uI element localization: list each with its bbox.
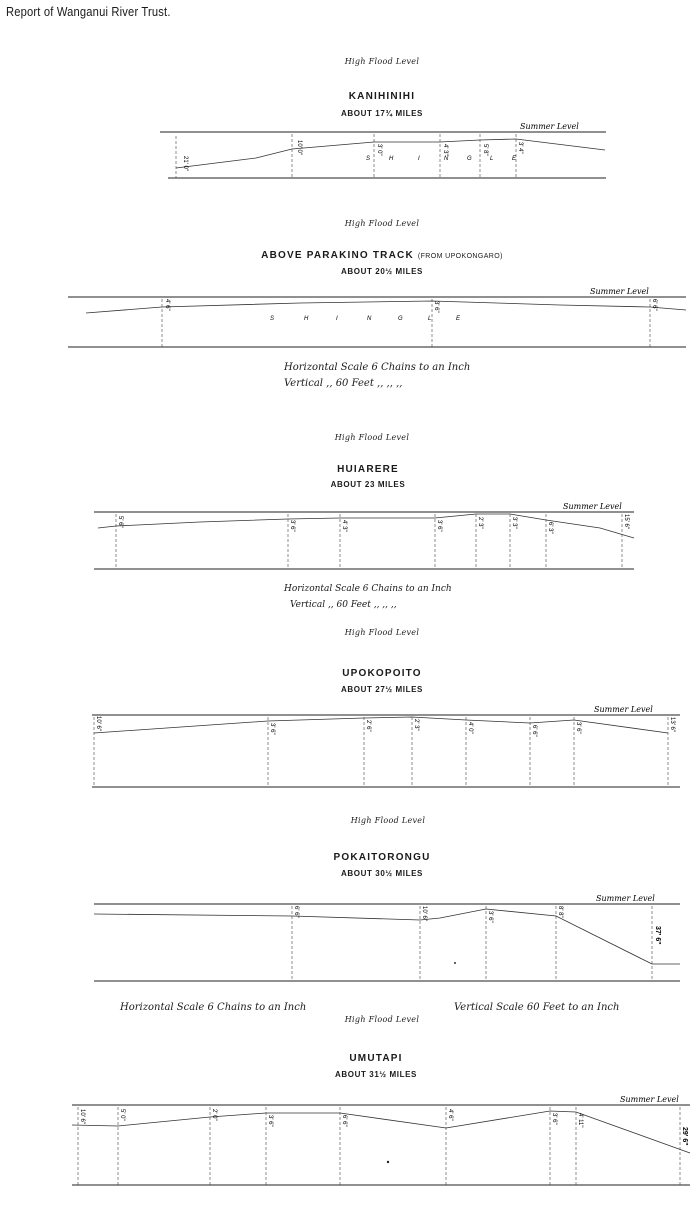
depth-label: 3' 6" (267, 1115, 273, 1127)
depth-label: 3' 3" (511, 517, 517, 529)
depth-label: 6' 6" (341, 1115, 347, 1127)
section-name-sub: (FROM UPOKONGARO) (417, 253, 503, 260)
summer-level-label: Summer Level (620, 1095, 679, 1104)
high-flood-level-label: High Flood Level (344, 57, 420, 66)
summer-level-label: Summer Level (596, 894, 655, 903)
depth-label: 5' 0" (119, 1109, 125, 1121)
shingle-letter: S (366, 156, 371, 162)
summer-level-label: Summer Level (590, 287, 649, 296)
depth-label: 4' 0" (467, 722, 473, 734)
depth-label: 5' 8" (482, 144, 488, 156)
scale-note-vertical: Vertical ,, 60 Feet ,, ,, ,, (290, 600, 397, 610)
section-name-text: UMUTAPI (349, 1053, 403, 1064)
depth-label: 13' 6" (669, 717, 675, 732)
section-name (168, 464, 568, 475)
depth-label: 4' 11" (577, 1113, 583, 1128)
depth-label: 6' 6" (531, 725, 537, 737)
section-distance: ABOUT 27½ MILES (341, 685, 423, 694)
scale-note-horizontal: Horizontal Scale 6 Chains to an Inch (284, 362, 471, 373)
depth-label: 6' 6" (293, 906, 299, 918)
depth-label: 2' 0" (211, 1109, 217, 1121)
shingle-letter: E (456, 316, 461, 322)
depth-label: 29' 6" (681, 1127, 688, 1146)
depth-label: 4' 6" (447, 1109, 453, 1121)
shingle-letter: I (336, 316, 338, 322)
shingle-letter: L (490, 156, 494, 162)
depth-label: 5' 6" (117, 516, 123, 528)
depth-label: 2' 3" (413, 719, 419, 731)
depth-label: 4' 6" (164, 299, 170, 311)
depth-label: 4' 3" (341, 520, 347, 532)
section-name-text: HUIARERE (337, 464, 399, 475)
shingle-letter: N (367, 316, 372, 322)
section-name (176, 1053, 576, 1064)
cross-section-pokaitorongu (0, 892, 700, 987)
summer-level-label: Summer Level (520, 122, 579, 131)
shingle-letter: I (418, 156, 420, 162)
depth-label: 3' 6" (289, 520, 295, 532)
high-flood-level-label: High Flood Level (344, 628, 420, 637)
depth-label: 15' 6" (623, 514, 629, 529)
cross-section-umutapi (0, 1093, 700, 1193)
section-name-text: ABOVE PARAKINO TRACK (261, 250, 414, 261)
shingle-letter: S (270, 316, 275, 322)
section-name (182, 91, 582, 102)
shingle-letter: G (467, 156, 472, 162)
summer-level-label: Summer Level (563, 502, 622, 511)
scale-note-vertical: Vertical ,, 60 Feet ,, ,, ,, (284, 378, 403, 389)
high-flood-level-label: High Flood Level (350, 816, 426, 825)
section-name-text: UPOKOPOITO (342, 668, 422, 679)
shingle-letter: H (304, 316, 309, 322)
depth-label: 8' 8" (557, 906, 563, 918)
depth-label: 3' 6" (575, 722, 581, 734)
shingle-letter: L (428, 316, 432, 322)
scale-note-horizontal: Horizontal Scale 6 Chains to an Inch (120, 1002, 307, 1013)
depth-label: 3' 6" (436, 520, 442, 532)
depth-label: 6' 3" (547, 522, 553, 534)
shingle-letter: G (398, 316, 403, 322)
section-name-text: KANIHINIHI (348, 91, 416, 102)
depth-label: 10' 6" (95, 716, 101, 731)
scale-note-vertical: Vertical Scale 60 Feet to an Inch (454, 1002, 620, 1013)
section-name (182, 852, 582, 863)
depth-label: 37' 6" (654, 926, 661, 945)
section-name-text: POKAITORONGU (333, 852, 431, 863)
shingle-letter: H (389, 156, 394, 162)
depth-label: 3' 6" (551, 1113, 557, 1125)
cross-section-upokopoito (0, 703, 700, 793)
section-distance: ABOUT 20½ MILES (341, 267, 423, 276)
high-flood-level-label: High Flood Level (344, 1015, 420, 1024)
depth-label: 3' 6" (487, 911, 493, 923)
section-distance: ABOUT 17¾ MILES (341, 109, 423, 118)
section-distance: ABOUT 31½ MILES (335, 1070, 417, 1079)
summer-level-label: Summer Level (594, 705, 653, 714)
scale-note-horizontal: Horizontal Scale 6 Chains to an Inch (284, 584, 452, 594)
depth-label: 3' 6" (269, 723, 275, 735)
high-flood-level-label: High Flood Level (344, 219, 420, 228)
section-distance: ABOUT 23 MILES (330, 480, 406, 489)
section-distance: ABOUT 30½ MILES (341, 869, 423, 878)
cross-section-kanihinihi (0, 120, 700, 190)
cross-section-huiarere (0, 500, 700, 575)
shingle-letter: N (444, 156, 449, 162)
depth-label: 10' 6" (79, 1109, 85, 1124)
shingle-letter: E (512, 156, 517, 162)
high-flood-level-label: High Flood Level (334, 433, 410, 442)
depth-label: 2' 3" (477, 517, 483, 529)
section-name (182, 250, 582, 261)
report-title: Report of Wanganui River Trust. (6, 4, 171, 19)
cross-section-parakino (0, 285, 700, 355)
depth-label: 10' 6" (421, 906, 427, 921)
depth-label: 3' 4" (517, 142, 523, 154)
depth-label: 6' 6" (651, 299, 657, 311)
depth-label: 2' 6" (365, 720, 371, 732)
section-name (182, 668, 582, 679)
depth-label: 10' 0" (296, 140, 302, 155)
depth-label: 3' 6" (433, 301, 439, 313)
depth-label: 3' 0" (376, 144, 382, 156)
depth-label: 21' 0" (182, 156, 188, 171)
depth-label: 4' 3" (442, 144, 448, 156)
